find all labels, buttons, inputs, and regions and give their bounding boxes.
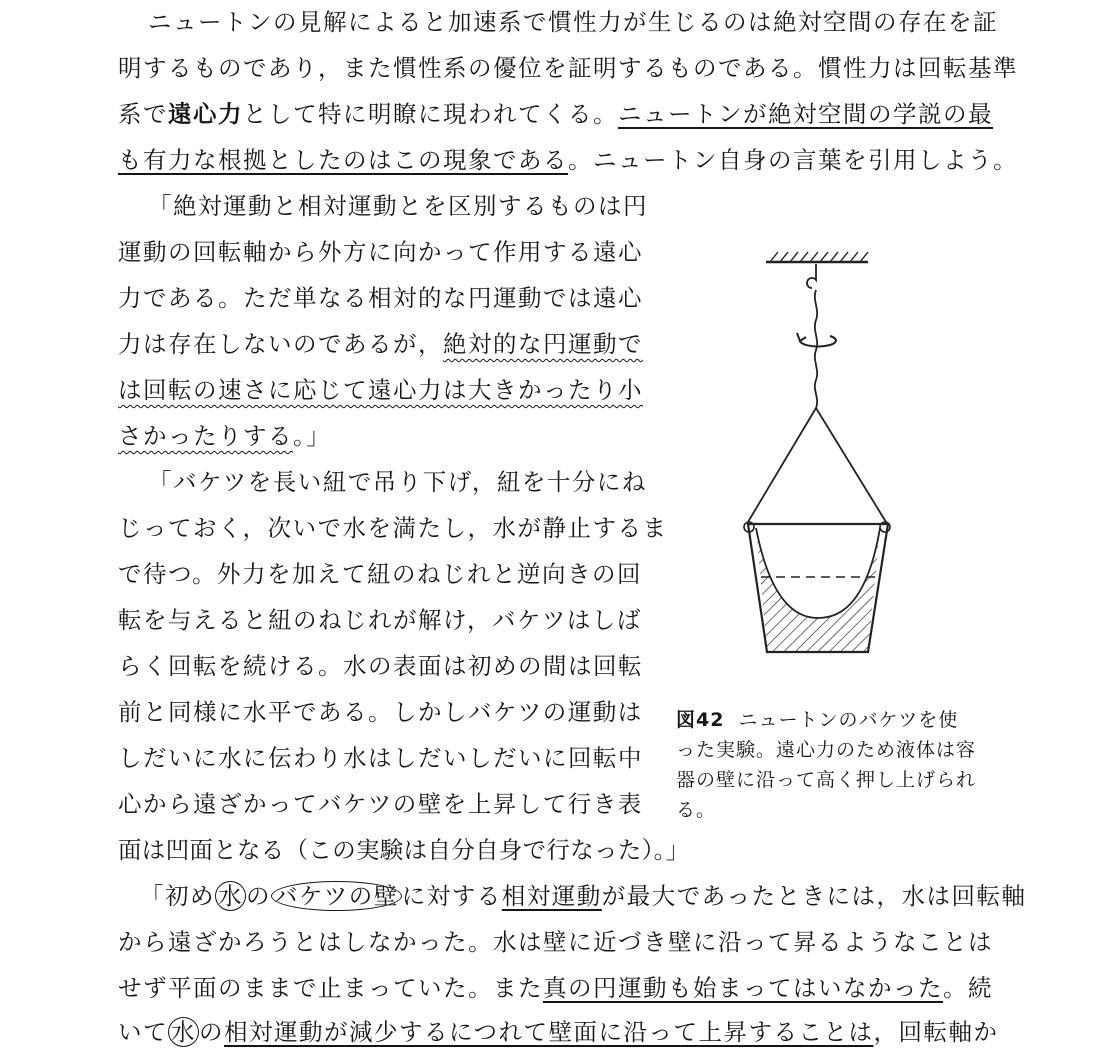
- circled-text: 水: [215, 881, 246, 911]
- text-line: 「絶対運動と相対運動とを区別するものは円: [148, 192, 648, 220]
- text-line: 面は凹面となる（この実験は自分自身で行なった）。」: [118, 836, 690, 864]
- twisted-rope: [815, 290, 817, 408]
- suspension-string: [816, 408, 886, 522]
- circled-text: バケツの壁: [271, 881, 402, 911]
- text-line: 運動の回転軸から外方に向かって作用する遠心: [118, 238, 643, 266]
- underlined-text: 相対運動が減少するにつれて: [224, 1018, 549, 1046]
- text-line: 系で遠心力として特に明瞭に現われてくる。ニュートンが絶対空間の学説の最: [118, 100, 993, 128]
- text-line: 明するものであり，また慣性系の優位を証明するものである。慣性力は回転基準: [118, 54, 1018, 82]
- text-line: さかったりする。」: [118, 422, 332, 450]
- text-line: ニュートンの見解によると加速系で慣性力が生じるのは絶対空間の存在を証: [148, 8, 998, 36]
- text-line: 力は存在しないのであるが，絶対的な円運動で: [118, 330, 643, 358]
- text-line: しだいに水に伝わり水はしだいしだいに回転中: [118, 744, 643, 772]
- hook: [807, 264, 816, 288]
- figure-label: 図42: [676, 709, 725, 731]
- underlined-text: ニュートンが絶対空間の学説の最: [618, 100, 993, 128]
- text-line: から遠ざかろうとはしなかった。水は壁に近づき壁に沿って昇るようなことは: [118, 928, 993, 956]
- text-line: 前と同様に水平である。しかしバケツの運動は: [118, 698, 643, 726]
- text-line: も有力な根拠としたのはこの現象である。ニュートン自身の言葉を引用しよう。: [118, 146, 1018, 174]
- text-line: らく回転を続ける。水の表面は初めの間は回転: [118, 652, 643, 680]
- ceiling-support: [766, 252, 868, 262]
- text-line: じっておく，次いで水を満たし，水が静止するま: [118, 514, 668, 542]
- suspension-string: [748, 408, 816, 522]
- text-line: 「バケツを長い紐で吊り下げ，紐を十分にね: [148, 468, 647, 496]
- text-line: 「初め 水 の バケツの壁 に対する相対運動が最大であったときには，水は回転軸: [140, 882, 1027, 910]
- wavy-underlined-text: は回転の速さに応じて遠心力は大きかったり小: [118, 376, 643, 404]
- text-line: で待つ。外力を加えて紐のねじれと逆向きの回: [118, 560, 643, 588]
- underlined-text: 壁面に沿って上昇することは: [548, 1018, 874, 1046]
- figure-caption-text: ニュートンのバケツを使った実験。遠心力のため液体は容器の壁に沿って高く押し上げられる。: [676, 709, 977, 821]
- underlined-text: も有力な根拠としたのはこの現象である: [118, 146, 568, 174]
- underlined-text: 相対運動: [501, 882, 602, 910]
- underlined-text: 真の円運動も始まってはいなかった: [543, 974, 943, 1002]
- bold-term-centrifugal-force: 遠心力: [168, 100, 243, 128]
- circled-text: 水: [168, 1017, 199, 1047]
- text-line: 力である。ただ単なる相対的な円運動では遠心: [118, 284, 643, 312]
- text-line: いて 水 の相対運動が減少するにつれて壁面に沿って上昇することは，回転軸か: [118, 1018, 999, 1046]
- wavy-underlined-text: 絶対的な円運動で: [443, 330, 643, 358]
- text-line: [118, 374, 643, 406]
- text-line: せず平面のままで止まっていた。また真の円運動も始まってはいなかった。続: [118, 974, 993, 1002]
- wavy-underlined-text: さかったりする: [118, 422, 293, 450]
- text-line: 転を与えると紐のねじれが解け，バケツはしば: [118, 606, 642, 634]
- figure-caption: [676, 705, 976, 825]
- text-line: 心から遠ざかってバケツの壁を上昇して行き表: [118, 790, 643, 818]
- newton-bucket-figure: [720, 240, 920, 670]
